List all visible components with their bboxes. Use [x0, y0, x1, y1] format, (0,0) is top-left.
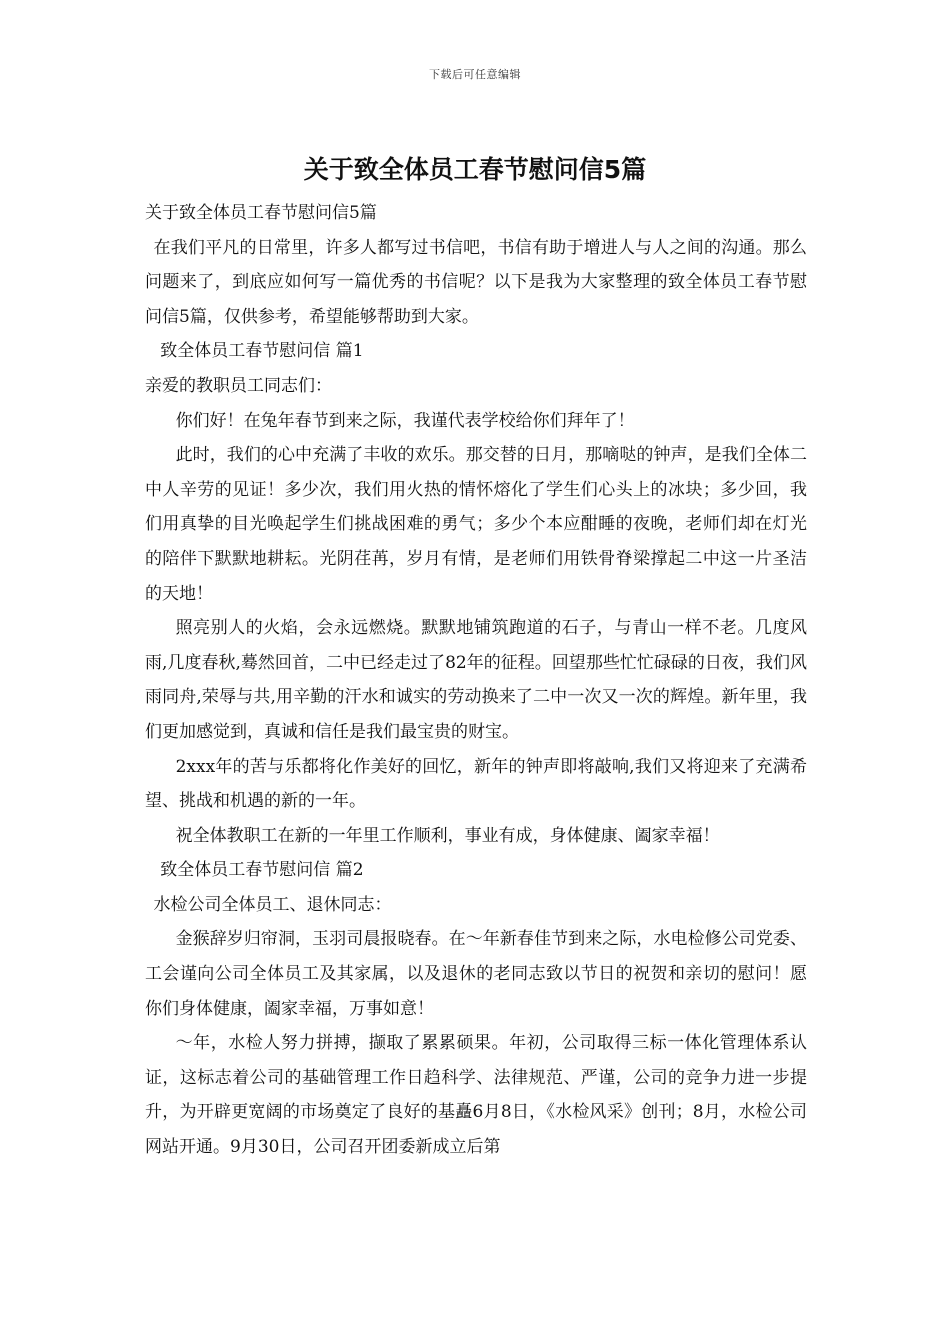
intro-paragraph: 在我们平凡的日常里，许多人都写过书信吧，书信有助于增进人与人之间的沟通。那么问题来了，到底应如何写一篇优秀的书信呢？以下是我为大家整理的致全体员工春节慰问信5篇，仅供参考，希望能够帮助到大家。 [145, 237, 807, 327]
body-paragraph: 你们好！在兔年春节到来之际，我谨代表学校给你们拜年了！ [175, 410, 635, 431]
body-paragraph: 此时，我们的心中充满了丰收的欢乐。那交替的日月，那嘀哒的钟声，是我们全体二中人辛劳的见证！多少次，我们用火热的情怀熔化了学生们心头上的冰块；多少回，我们用真挚的目光唤起学生们挑战困难的勇气；多少个本应酣睡的夜晚，老师们却在灯光的陪伴下默默地耕耘。光阴荏苒，岁月有情，是老师们用铁骨脊梁撑起二中这一片圣洁的天地！ [145, 445, 807, 604]
body-paragraph: 祝全体教职工在新的一年里工作顺利，事业有成，身体健康、阖家幸福！ [175, 825, 720, 846]
body-paragraph: ～年，水检人努力拼搏，撷取了累累硕果。年初，公司取得三标一体化管理体系认证，这标志着公司的基础管理工作日趋科学、法律规范、严谨，公司的竞争力进一步提升，为开辟更宽阔的市场奠定了良好的基矗6月8日，《水检风采》创刊；8月，水检公司网站开通。9月30日，公司召开团委新成立后第 [145, 1033, 807, 1158]
salutation-1: 亲爱的教职员工同志们： [145, 375, 332, 396]
body-paragraph: 2xxx年的苦与乐都将化作美好的回忆，新年的钟声即将敲响,我们又将迎来了充满希望、挑战和机遇的新的一年。 [145, 756, 807, 812]
header-note: 下载后可任意编辑 [429, 68, 521, 81]
section-heading-1: 致全体员工春节慰问信 篇1 [160, 341, 364, 362]
document-body [145, 196, 807, 1165]
salutation-2: 水检公司全体员工、退休同志： [153, 894, 392, 915]
body-paragraph: 金猴辞岁归帘洞，玉羽司晨报晓春。在～年新春佳节到来之际，水电检修公司党委、工会谨向公司全体员工及其家属，以及退休的老同志致以节日的祝贺和亲切的慰问！愿你们身体健康，阖家幸福，万事如意！ [145, 929, 807, 1019]
subtitle-line: 关于致全体员工春节慰问信5篇 [145, 203, 377, 223]
document-title: 关于致全体员工春节慰问信5篇 [303, 155, 647, 184]
section-heading-2: 致全体员工春节慰问信 篇2 [160, 860, 364, 881]
body-paragraph: 照亮别人的火焰，会永远燃烧。默默地铺筑跑道的石子，与青山一样不老。几度风雨,几度春秋,蓦然回首，二中已经走过了82年的征程。回望那些忙忙碌碌的日夜，我们风雨同舟,荣辱与共,用辛勤的汗水和诚实的劳动换来了二中一次又一次的辉煌。新年里，我们更加感觉到，真诚和信任是我们最宝贵的财宝。 [145, 618, 807, 742]
